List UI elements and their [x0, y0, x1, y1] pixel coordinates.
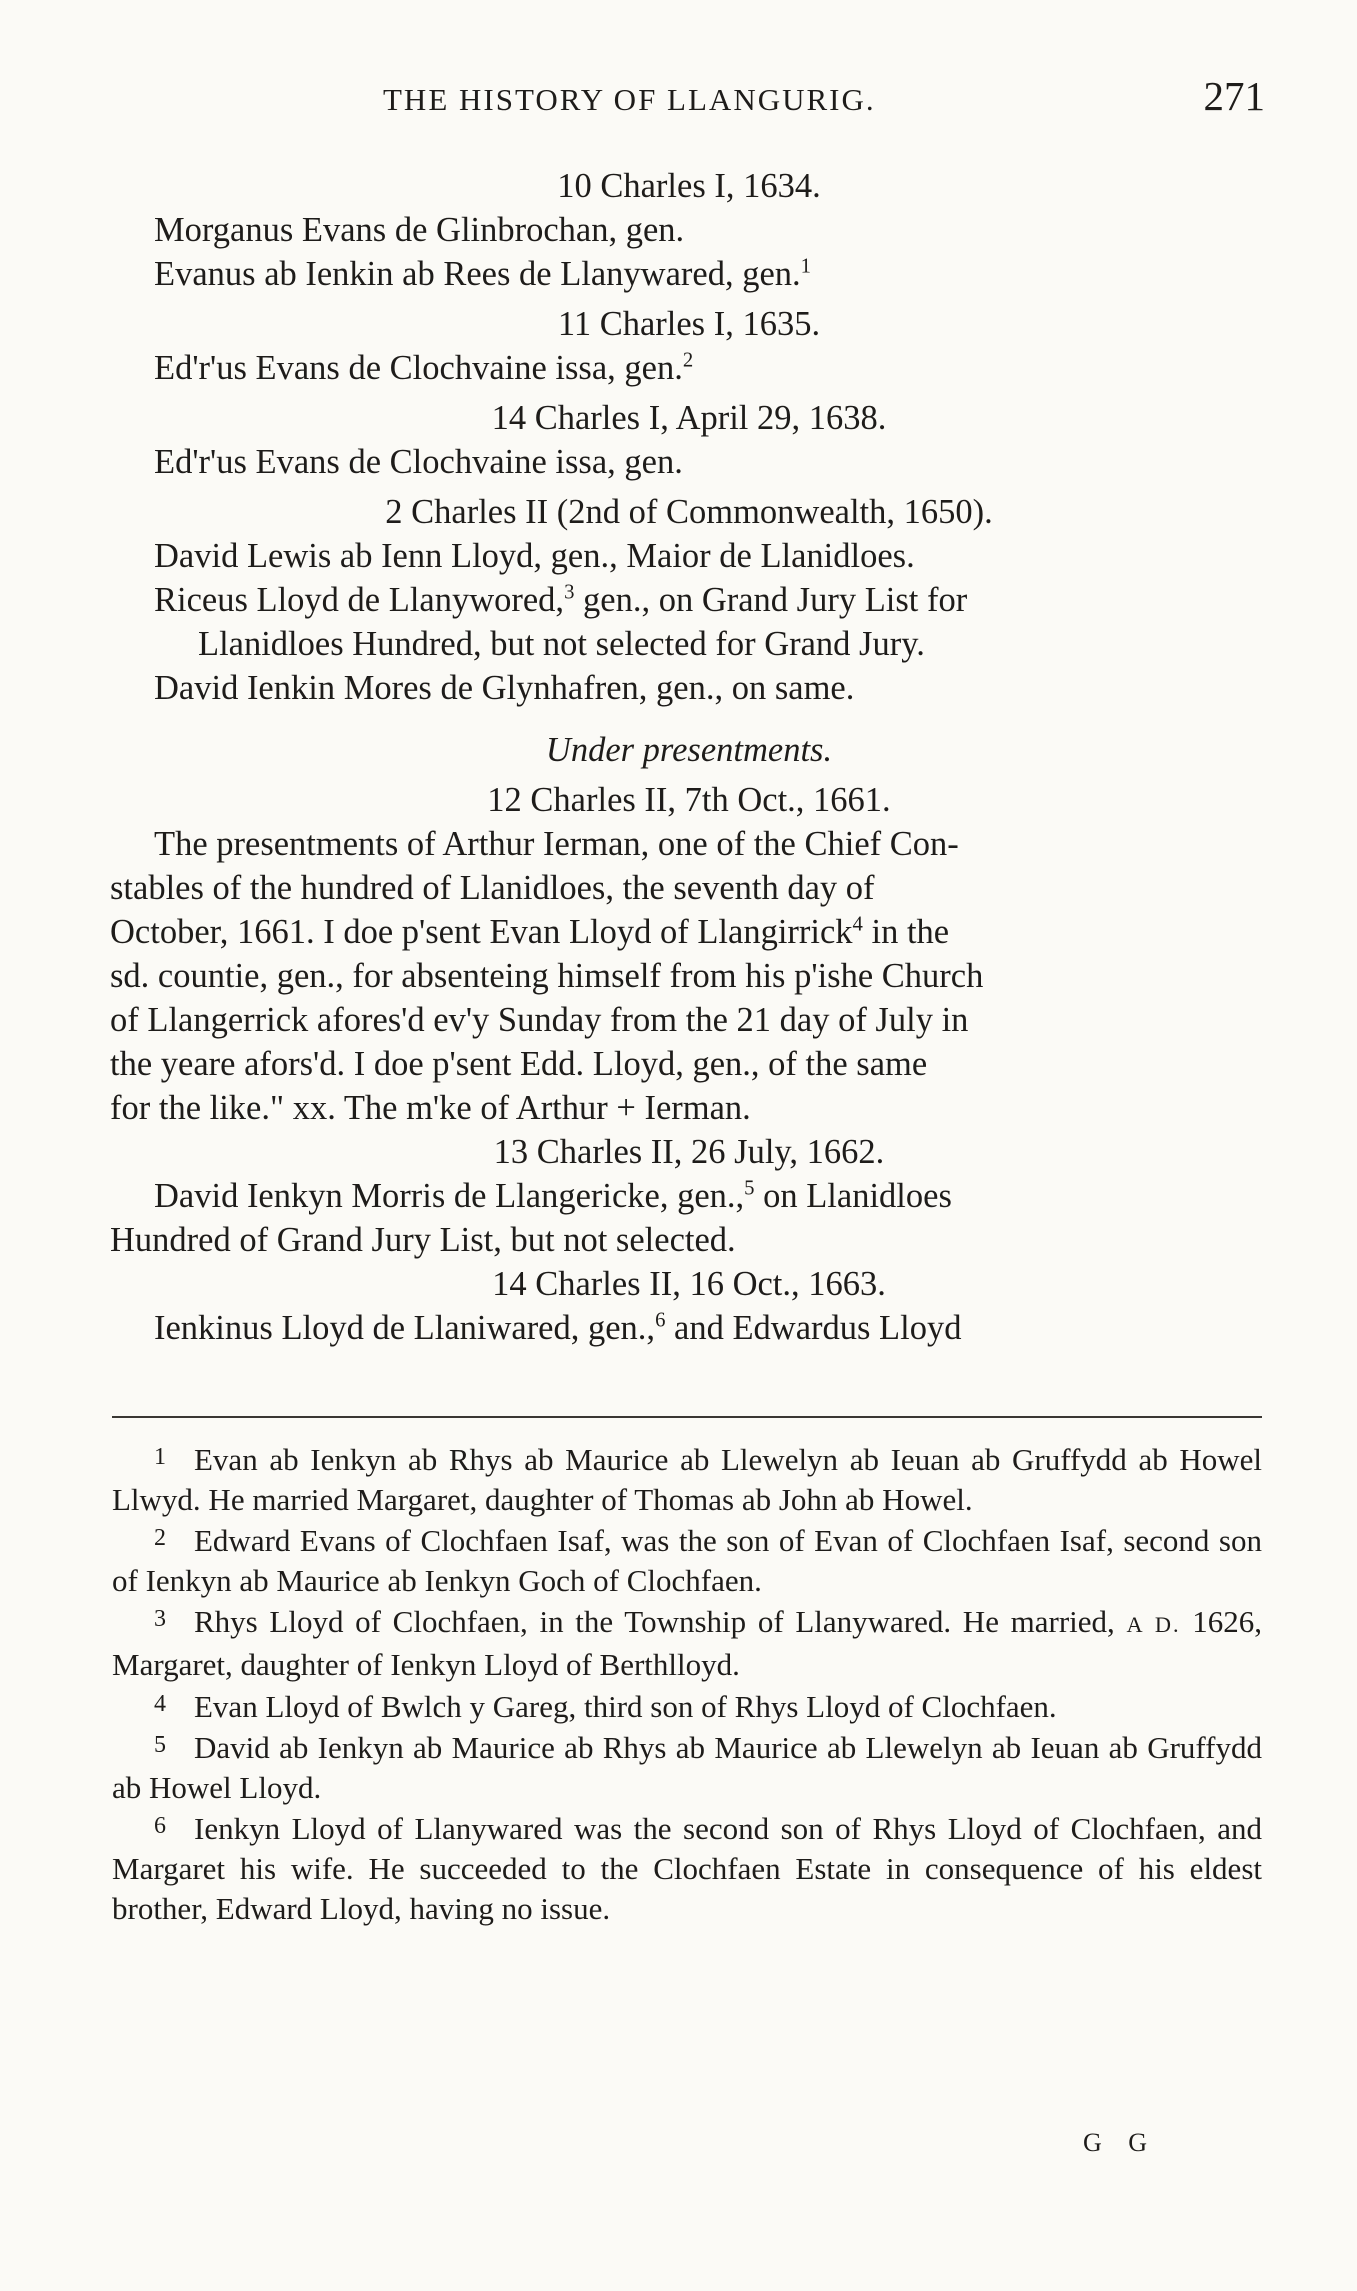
footnote: 4 Evan Lloyd of Bwlch y Gareg, third son of Rhys Lloyd of Clochfaen. [112, 1685, 1262, 1727]
text-line: Ed'r'us Evans de Clochvaine issa, gen. [154, 443, 683, 481]
text-line: October, 1661. I doe p'sent Evan Lloyd of Llangirrick$^4$ in the [110, 913, 950, 951]
text-line: Ienkinus Lloyd de Llaniwared, gen.,$^6$ and Edwardus Lloyd [154, 1309, 962, 1347]
regnal-heading: 14 Charles II, 16 Oct., 1663. [492, 1265, 886, 1303]
regnal-heading: 10 Charles I, 1634. [557, 167, 821, 205]
text-line: Morganus Evans de Glinbrochan, gen. [154, 211, 685, 249]
footnote-marker: 6 [154, 1813, 166, 1840]
section-heading: Under presentments. [545, 731, 833, 769]
text-line: David Ienkin Mores de Glynhafren, gen., on same. [154, 669, 855, 707]
footnote: 5 David ab Ienkyn ab Maurice ab Rhys ab Maurice ab Llewelyn ab Ieuan ab Gruffydd ab Howel Lloyd. [112, 1726, 1262, 1807]
footnote-marker: 1 [154, 1444, 166, 1470]
text-line: Llanidloes Hundred, but not selected for Grand Jury. [198, 625, 925, 663]
text-line: Riceus Lloyd de Llanywored,$^3$ gen., on Grand Jury List for [154, 581, 968, 619]
footnote: 1 Evan ab Ienkyn ab Rhys ab Maurice ab Llewelyn ab Ieuan ab Gruffydd ab Howel Llwyd. He married Margaret, daughter of Thomas ab John ab Howel. [112, 1438, 1262, 1519]
footnote-marker: 3 [154, 1606, 166, 1633]
footnote-ref: 2 [682, 349, 694, 372]
footnote-rule [112, 1416, 1262, 1418]
footnote-ref: 5 [744, 1177, 755, 1200]
regnal-heading: 2 Charles II (2nd of Commonwealth, 1650). [385, 493, 993, 531]
regnal-heading: 11 Charles I, 1635. [557, 305, 821, 343]
text-line: David Lewis ab Ienn Lloyd, gen., Maior de Llanidloes. [154, 537, 915, 575]
page-number: 271 [1203, 73, 1265, 119]
running-head: THE HISTORY OF LLANGURIG. [383, 82, 876, 117]
text-line: for the like." xx. The m'ke of Arthur + Ierman. [110, 1089, 751, 1127]
footnote-ref: 1 [800, 255, 811, 278]
footnote-ref: 3 [564, 581, 575, 604]
footnote: 2 Edward Evans of Clochfaen Isaf, was the son of Evan of Clochfaen Isaf, second son of Ienkyn ab Maurice ab Ienkyn Goch of Clochfaen. [112, 1519, 1262, 1600]
main-text [110, 164, 1268, 1350]
page-header [0, 72, 1357, 122]
footnote-ref: 4 [852, 913, 863, 936]
text-line: stables of the hundred of Llanidloes, the seventh day of [110, 869, 875, 907]
footnote-marker: 4 [154, 1690, 166, 1717]
text-line: the yeare afors'd. I doe p'sent Edd. Lloyd, gen., of the same [110, 1045, 928, 1083]
regnal-heading: 13 Charles II, 26 July, 1662. [493, 1133, 885, 1171]
footnote-ref: 6 [655, 1309, 666, 1332]
regnal-heading: 12 Charles II, 7th Oct., 1661. [487, 781, 891, 819]
text-line: Hundred of Grand Jury List, but not selected. [110, 1221, 736, 1259]
footnote-marker: 2 [154, 1525, 166, 1552]
regnal-heading: 14 Charles I, April 29, 1638. [491, 399, 887, 437]
text-line: of Llangerrick afores'd ev'y Sunday from the 21 day of July in [110, 1001, 969, 1039]
footnote: 6 Ienkyn Lloyd of Llanywared was the second son of Rhys Lloyd of Clochfaen, and Margaret his wife. He succeeded to the Clochfaen Estate in consequence of his eldest brother, Edward Lloyd, having no issue. [112, 1807, 1262, 1928]
text-line: The presentments of Arthur Ierman, one of the Chief Con- [154, 825, 959, 863]
text-line: David Ienkyn Morris de Llangericke, gen.,$^5$ on Llanidloes [154, 1177, 952, 1215]
text-line: sd. countie, gen., for absenteing himself from his p'ishe Church [110, 957, 984, 995]
footnotes [112, 1438, 1262, 1928]
signature-mark: G G [1082, 2128, 1157, 2157]
footnote: 3 Rhys Lloyd of Clochfaen, in the Township of Llanywared. He married, A D. 1626, Margaret, daughter of Ienkyn Lloyd of Berthlloyd. [112, 1600, 1262, 1684]
text-line: Ed'r'us Evans de Clochvaine issa, gen.$^2$ [154, 349, 694, 387]
footnote-marker: 5 [154, 1732, 166, 1759]
text-line: Evanus ab Ienkin ab Rees de Llanywared, gen.$^1$ [154, 255, 811, 293]
